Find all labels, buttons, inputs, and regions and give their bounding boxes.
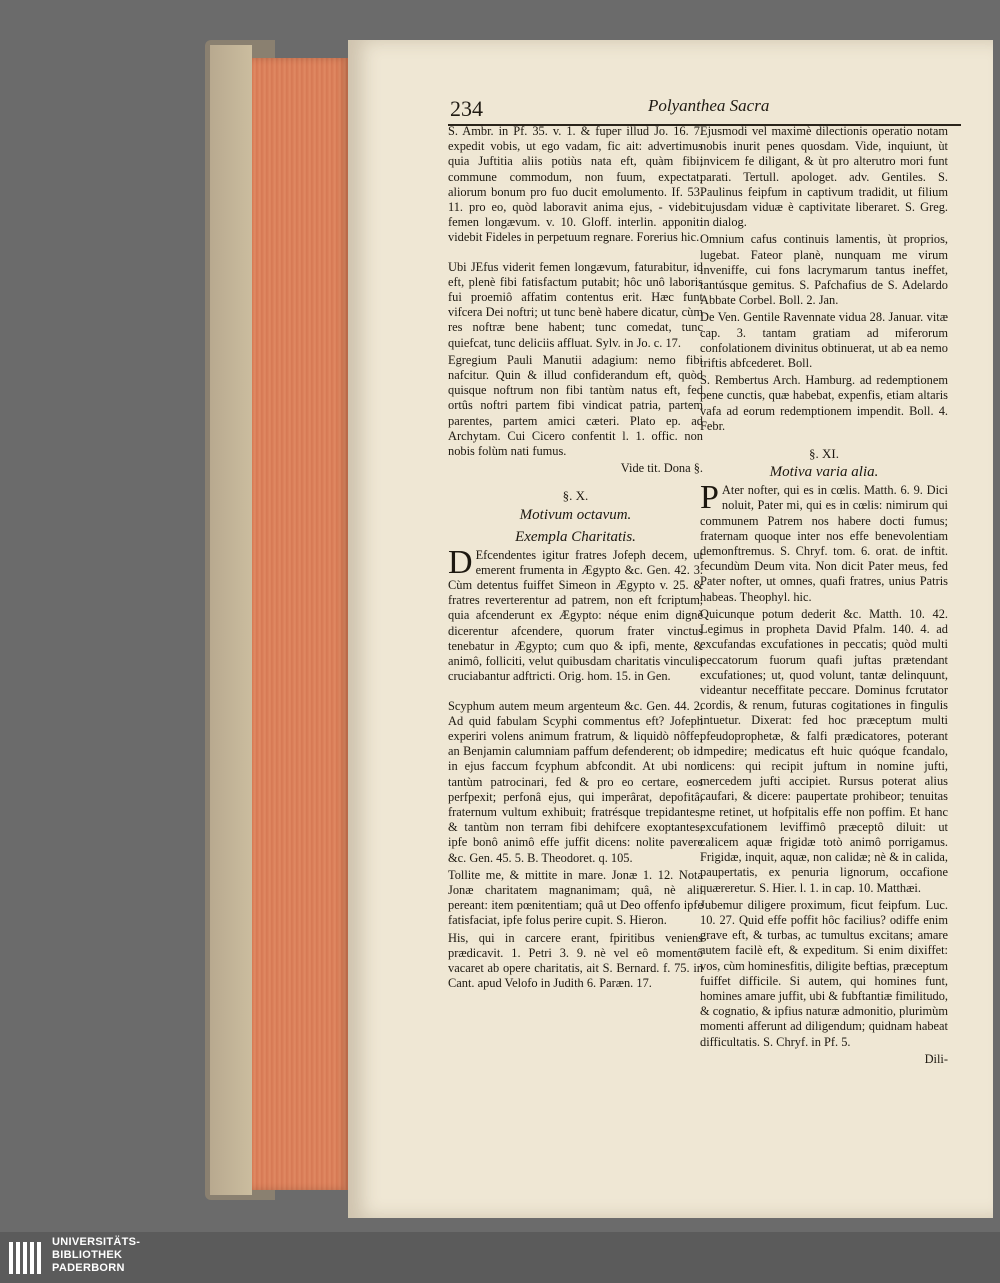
library-footer-bar [0, 1232, 1000, 1283]
library-name-line: BIBLIOTHEK [52, 1249, 123, 1261]
paragraph: Tollite me, & mittite in mare. Jonæ 1. 12. Nota Jonæ charitatem magnanimam; quâ, nè alii pereant: item pœnitentiam; quâ ut Deo offenfo ipfe fatisfaciat, ipfe folus perire cupit. S. Hieron. [448, 867, 703, 928]
paragraph: Quicunque potum dederit &c. Matth. 10. 42. Legimus in propheta David Pfalm. 140. 4. ad excufandas excufationes in peccatis; quòd multi peccatorum fuorum quafi juftas prætendant excufationes; ut, quod volunt, tantæ delinquunt, videantur neceffitate peccare. Dominus fcrutator cordis, & renum, futuras cogitationes in fingulis intuetur. Dixerat: fed hoc præceptum multi pfeudoprophetæ, & falfi prædicatores, poterant impedire; medicatus eft huic quóque fcandalo, dicens: qui recipit juftum in nomine jufti, mercedem jufti accipiet. Rursus poterat alius caufari, & dicere: paupertate prohibeor; tenuitas me retinet, ut hofpitalis effe non poffim. Et hanc excufationem leviffimô præceptô diluit: ut calicem aquæ frigidæ totò animô porrigamus. Frigidæ, inquit, aquæ, non calidæ; nè & in calida, paupertatis, ex penuria lignorum, occafione quæreretur. S. Hier. l. 1. in cap. 10. Matthæi. [700, 606, 948, 895]
paragraph: S. Ambr. in Pf. 35. v. 1. & fuper illud Jo. 16. 7. expedit vobis, ut ego vadam, fic ait: advertimus quia Juftitia aliis potiùs nata eft, quàm fibi; commune commodum, non fuum, expectat; aliorum bonum pro fuo ducit emolumento. If. 53. 11. pro eo, quòd laboravit anima ejus, - videbit femen longævum. v. 10. Gloff. interlin. apponit: videbit Fideles in perpetuum regnare. Forerius hic. [448, 124, 703, 245]
catchword: Dili- [924, 1051, 948, 1066]
paragraph: S. Rembertus Arch. Hamburg. ad redemptionem pene cunctis, quæ habebat, expenfis, etiam altaris vafa ad eorum redemptionem impendit. Boll. 4. Febr. [700, 373, 948, 433]
paragraph: Egregium Pauli Manutii adagium: nemo fibi nafcitur. Quin & illud confiderandum eft, quòd quisque noftrum non fibi tantùm natus eft, fed ortûs noftri partem fibi vindicat patria, partem parentes, partem amici cæteri. Plato ep. ad Archytam. Cui Cicero confentit l. 1. offic. non nobis folùm nati fumus. [448, 352, 703, 459]
paragraph: Ejusmodi vel maximè dilectionis operatio notam nobis inurit penes quosdam. Vide, inquiunt, ùt invicem fe diligant, & ùt pro alterutro mori funt parati. Tertull. apologet. adv. Gentiles. S. Paulinus feipfum in captivum tradidit, ut filium cujusdam viduæ è captivitate liberaret. S. Greg. in dialog. [700, 124, 948, 230]
drop-cap: D [448, 543, 473, 581]
section-number: §. XI. [809, 446, 839, 462]
library-logo-icon [6, 1238, 46, 1278]
section-subheading: Exempla Charitatis. [515, 528, 636, 545]
cross-reference: Vide tit. Dona §. [620, 461, 703, 476]
paragraph: D Efcendentes igitur fratres Jofeph decem, ut emerent frumenta in Ægypto &c. Gen. 42. 3. Cùm detentus fuiffet Simeon in Ægypto v. 25. & fratres reverterentur ad patrem, non eft fcriptum, quia afcenderunt ex Ægypto: néque enim dignè dicerentur afcendere, quorum frater vinctus tenebatur in Ægypto; cum quo & ipfi, mente, & animô, folliciti, velut quibusdam charitatis vinculis cruciabantur adftricti. Orig. hom. 15. in Gen. [448, 543, 703, 684]
page-number: 234 [450, 96, 483, 121]
section-number: §. X. [562, 488, 589, 504]
library-name-line: PADERBORN [52, 1262, 125, 1274]
paragraph: Omnium cafus continuis lamentis, ùt proprios, lugebat. Fateor planè, nunquam me virum inveniffe, cui fons lacrymarum tantus ineffet, tantúsque gemitus. S. Pafchafius de S. Adelardo Abbate Corbel. Boll. 2. Jan. [700, 232, 948, 308]
page-edges [252, 58, 350, 1190]
paragraph: Jubemur diligere proximum, ficut feipfum. Luc. 10. 27. Quid effe poffit hôc facilius? odiffe enim grave eft, & turbas, ac tumultus excitans; amare autem facilè eft, & expeditum. Si enim dixiffet: vos, cùm hominesfitis, diligite beftias, præceptum fuiffet difficile. Si autem, qui homines funt, homines amare juffit, ubi & fubftantiæ fimilitudo, & cognatio, & ipfius naturæ admonitio, plurimùm momenti afferunt ad diligendum; quidnam habeat difficultatis. S. Chryf. in Pf. 5. [700, 897, 948, 1049]
paragraph: P Ater nofter, qui es in cœlis. Matth. 6. 9. Dici noluit, Pater mi, qui es in cœlis: nimirum qui communem Patrem nos habere docti fumus; fraternam quoque inter nos effe benevolentiam demonftremus. S. Chryf. tom. 6. orat. de inftit. fecundùm Deum vita. Non dicit Pater meus, fed Pater nofter, ut omnes, quafi fratres, unius Patris habeas. Theophyl. hic. [700, 479, 948, 604]
left-column [448, 124, 703, 993]
paragraph: Scyphum autem meum argenteum &c. Gen. 44. 2. Ad quid fabulam Scyphi commentus eft? Jofeph experiri volens animum fratrum, & liquidò nôffe; an Benjamin calumniam paffum defenderent; ob id in ejus faccum fcyphum abfcondit. At ubi non tantùm patrocinari, fed & pro eo certare, eos perfpexit; perfonâ ejus, qui imperârat, depofitâ, fraternum vultum exhibuit; fratrésque trepidantes, & tantùm non terram fibi dehifcere exoptantes, ipfe bonô animô effe juffit dicens: nolite pavere &c. Gen. 45. 5. B. Theodoret. q. 105. [448, 698, 703, 865]
paragraph: De Ven. Gentile Ravennate vidua 28. Januar. vitæ cap. 3. tantam gratiam ad miferorum confolationem divinitus obtinuerat, ut ab ea nemo triftis abfcederet. Boll. [700, 310, 948, 371]
section-heading: Motiva varia alia. [769, 464, 879, 481]
paragraph: Ubi JEfus viderit femen longævum, faturabitur, id eft, plenè fibi fatisfactum putabit; hôc unô laboris fui proemiô affatim contentus erit. Hæc funt vifcera Dei noftri; ut tunc benè habere dicatur, cùm res noftræ bene habent; tunc comedat, tunc quiefcat, tunc deliciis affluat. Sylv. in Jo. c. 17. [448, 259, 703, 350]
book-page [348, 40, 993, 1218]
right-column [700, 124, 948, 1069]
section-heading: Motivum octavum. [519, 506, 632, 523]
running-title: Polyanthea Sacra [648, 96, 770, 115]
library-name-line: UNIVERSITÄTS- [52, 1236, 141, 1248]
cover-board [210, 45, 252, 1195]
drop-cap: P [700, 479, 719, 517]
paragraph: His, qui in carcere erant, fpiritibus veniens prædicavit. 1. Petri 3. 9. nè vel eô momentô vacaret ab opere charitatis, ait S. Bernard. f. 75. in Cant. apud Velofo in Judith 6. Paræn. 17. [448, 930, 703, 991]
library-name [52, 1236, 140, 1275]
